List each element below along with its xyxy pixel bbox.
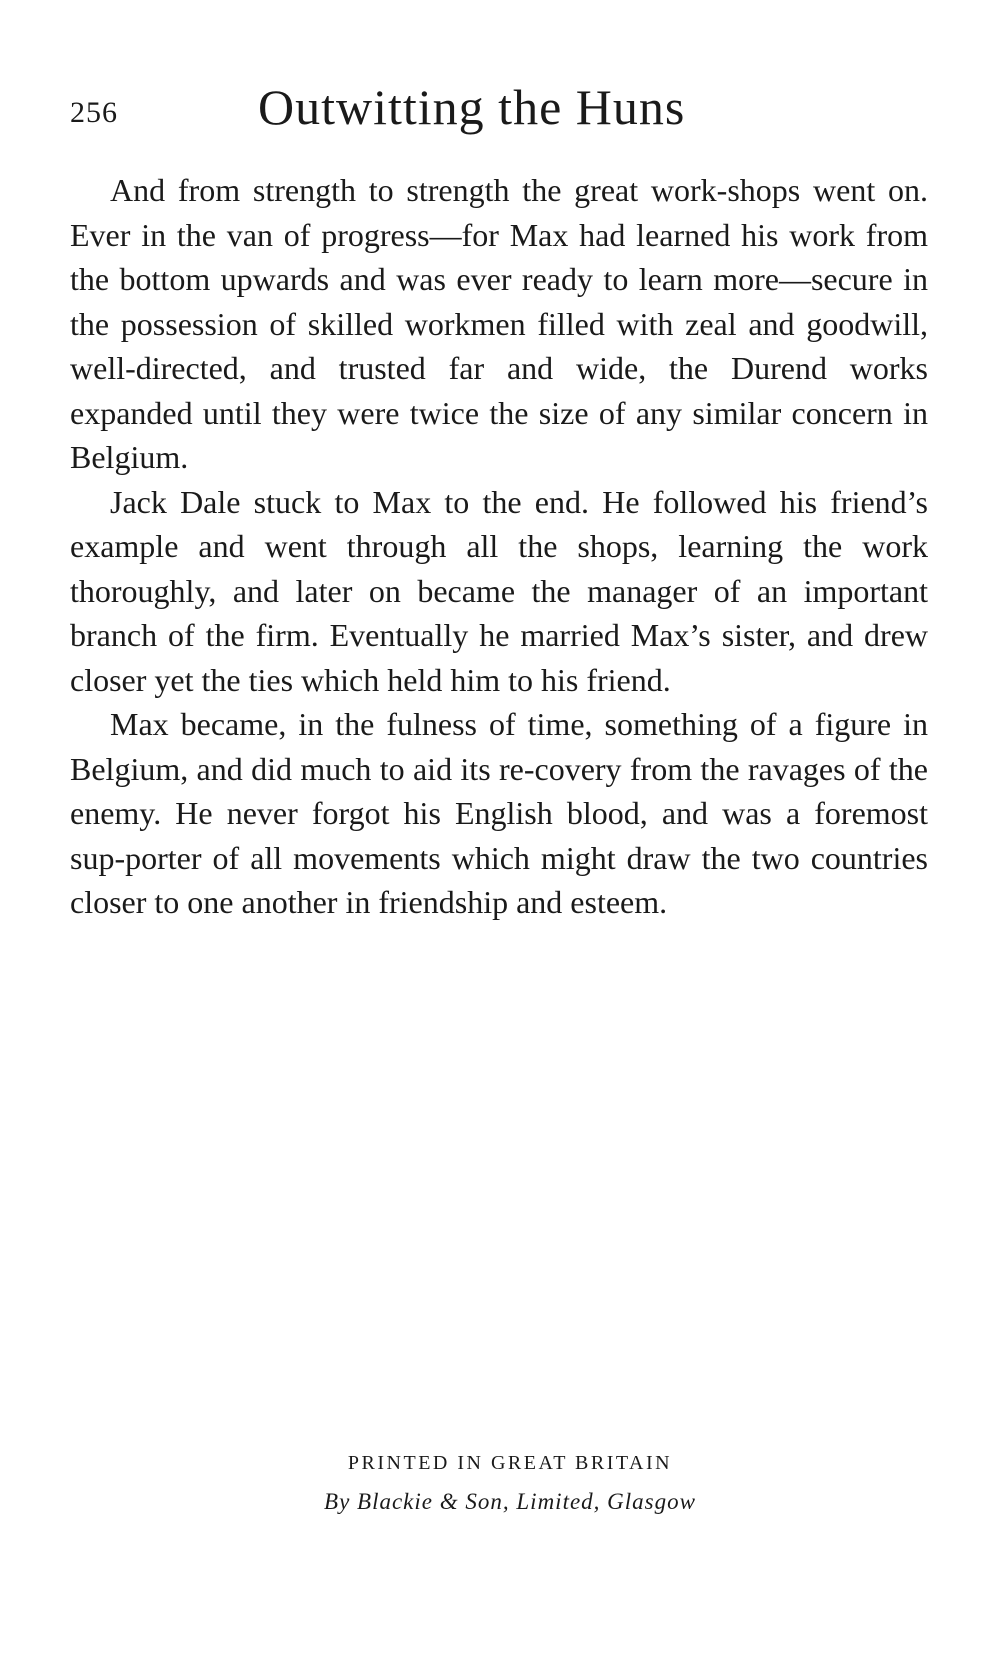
imprint-publisher: By Blackie & Son, Limited, Glasgow (324, 1489, 696, 1514)
page-number: 256 (70, 96, 118, 129)
body-text (70, 168, 928, 925)
paragraph-2: Jack Dale stuck to Max to the end. He followed his friend’s example and went through all the shops, learning the work thoroughly, and later on became the manager of an important branch of the firm. Eventually he married Max’s sister, and drew closer yet the ties which held him to his friend. (70, 483, 928, 698)
paragraph-3: Max became, in the fulness of time, something of a figure in Belgium, and did much to aid its re-covery from the ravages of the enemy. He never forgot his English blood, and was a foremost sup-porter of all movements which might draw the two countries closer to one another in friendship and esteem. (70, 706, 928, 920)
printer-imprint (0, 1452, 1000, 1515)
running-title: Outwitting the Huns (258, 79, 686, 135)
paragraph-1: And from strength to strength the great work-shops went on. Ever in the van of progress—for Max had learned his work from the bottom upwards and was ever ready to learn more—secure in the possession of skilled workmen filled with zeal and goodwill, well-directed, and trusted far and wide, the Durend works expanded until they were twice the size of any similar concern in Belgium. (70, 172, 928, 475)
imprint-printed-in: PRINTED IN GREAT BRITAIN (347, 1452, 673, 1474)
running-head (70, 78, 930, 148)
